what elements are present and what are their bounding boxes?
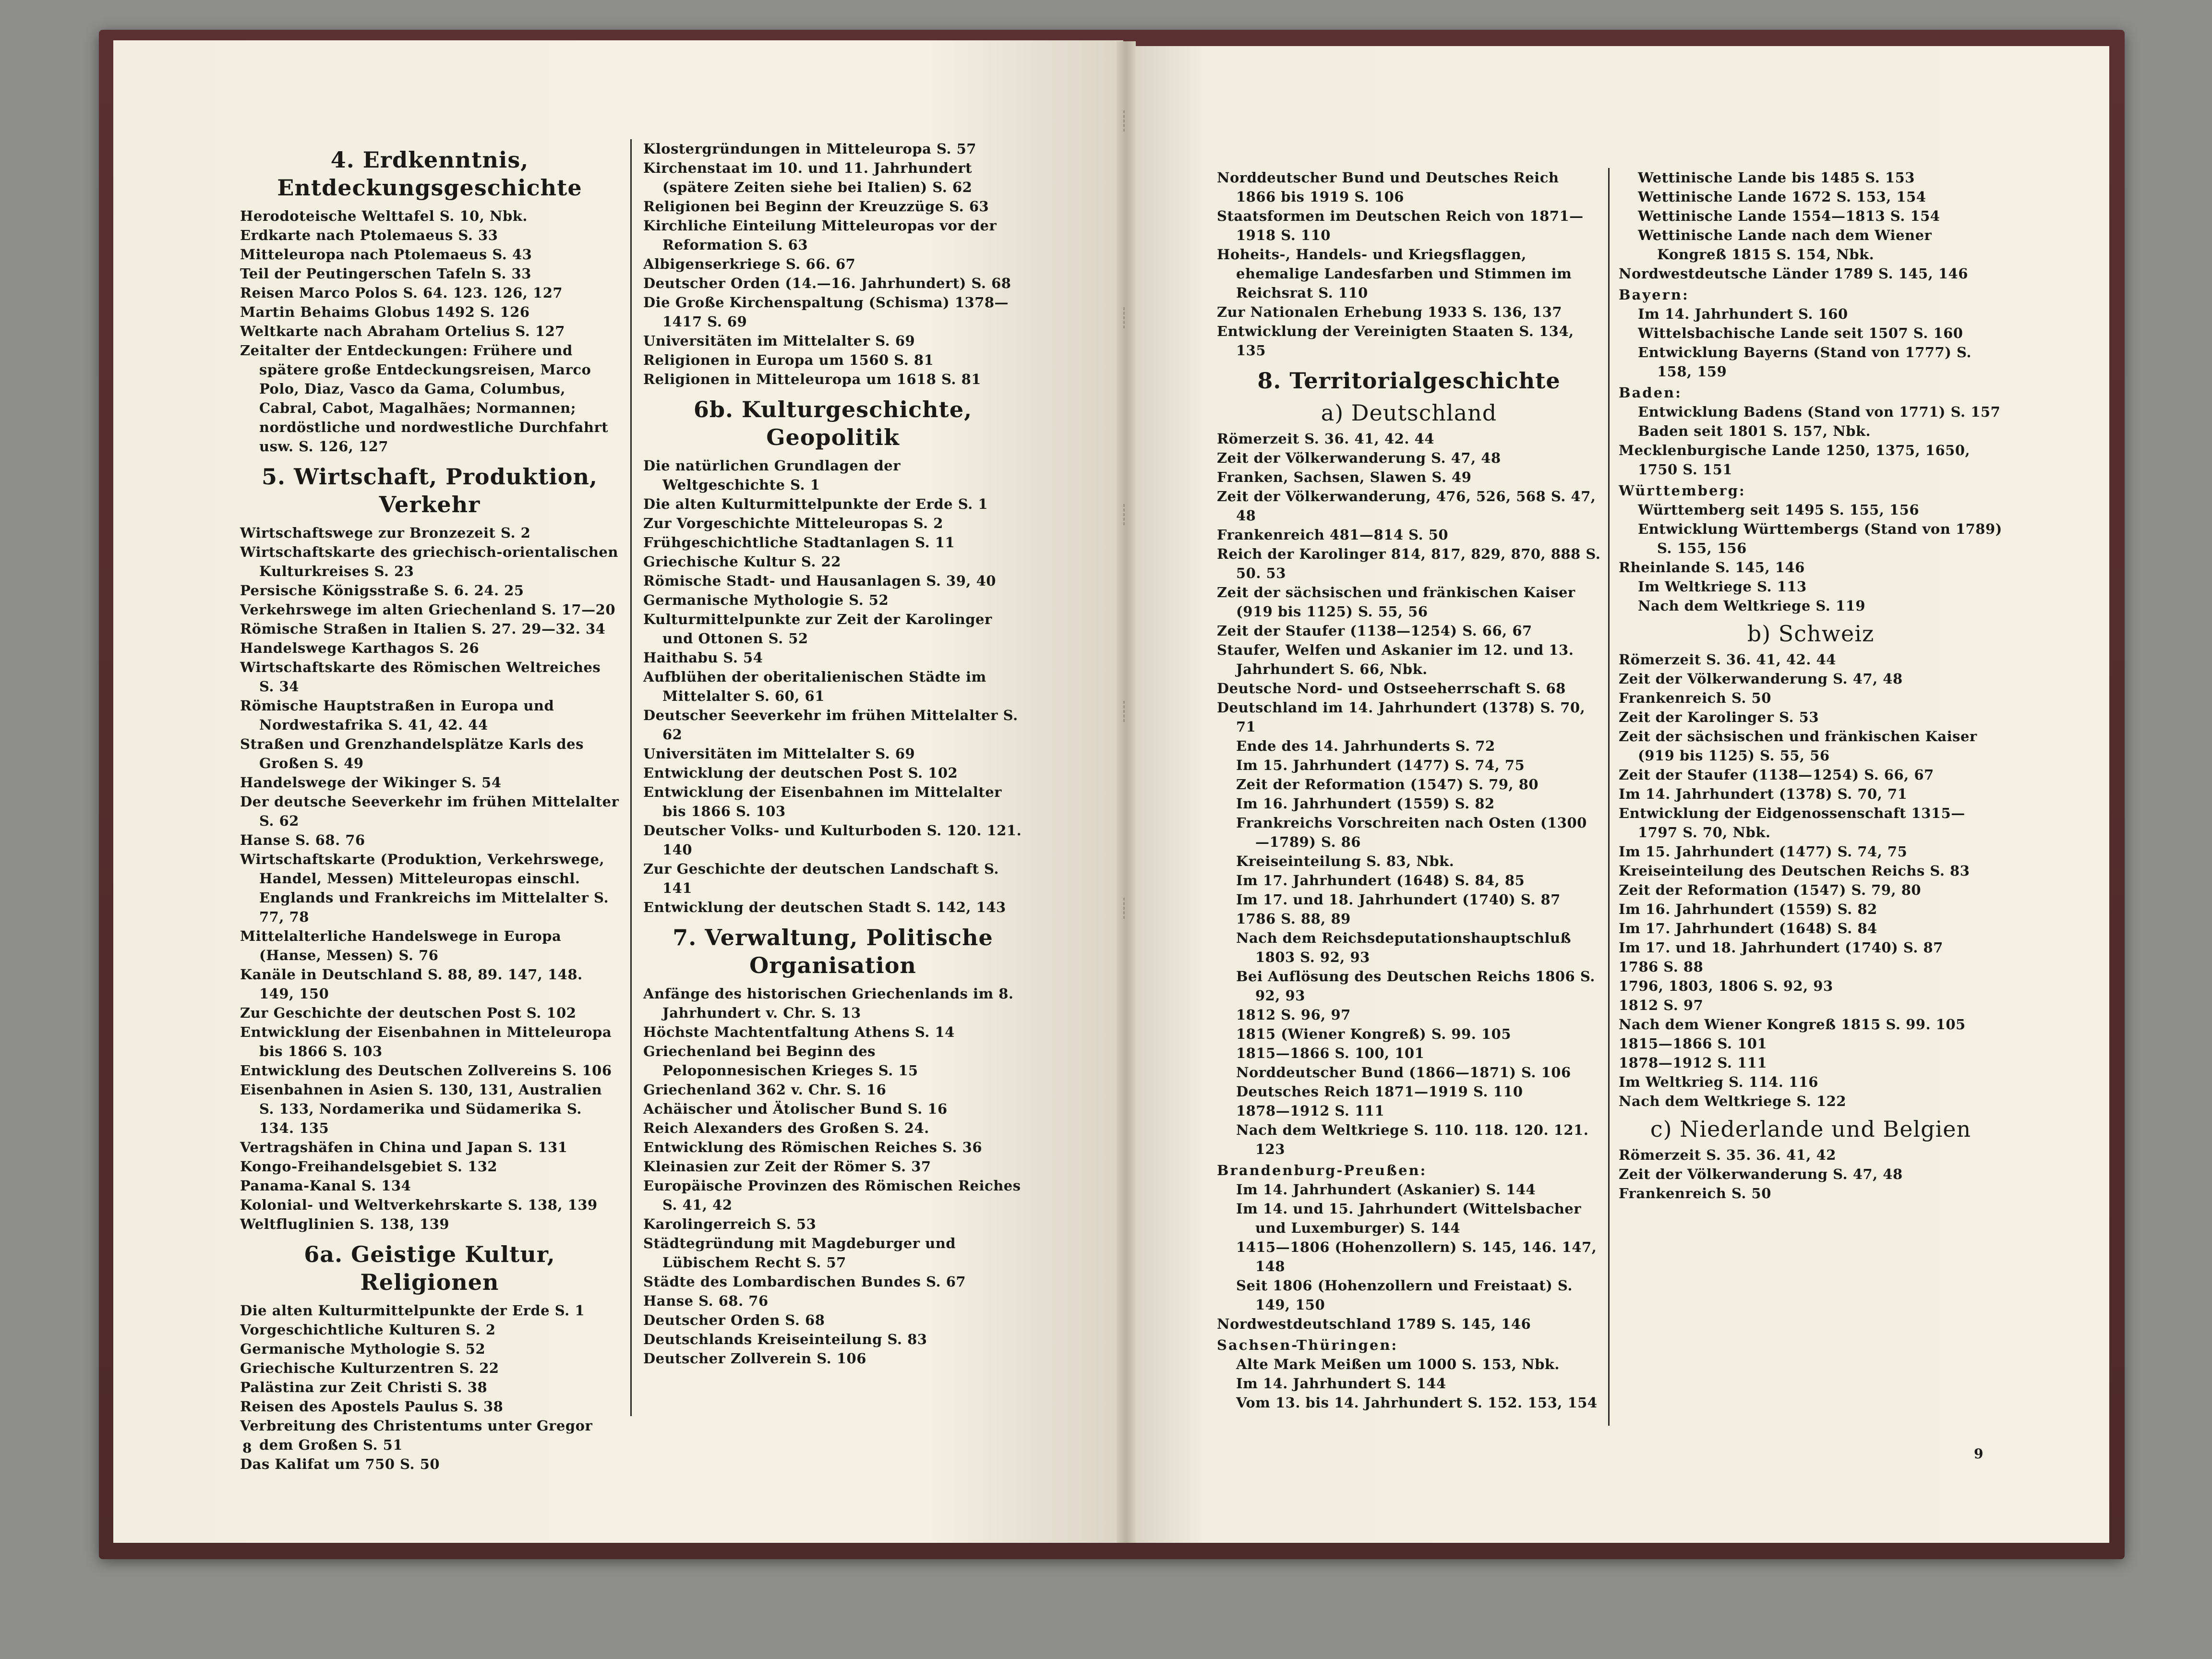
entry: Zur Geschichte der deutschen Post S. 102	[240, 1005, 577, 1021]
entry: Wirtschaftskarte des griechisch-orientalischen Kulturkreises S. 23	[240, 544, 618, 579]
entry: Germanische Mythologie S. 52	[643, 592, 889, 608]
entry: Im 17. Jahrhundert (1648) S. 84	[1619, 920, 1877, 937]
entry: Höchste Machtentfaltung Athens S. 14	[643, 1024, 955, 1040]
entry: Entwicklung der deutschen Stadt S. 142, 143	[643, 899, 1006, 915]
entry-list	[240, 1301, 619, 1474]
entry: 1812 S. 97	[1619, 997, 1704, 1013]
entry: Römische Stadt- und Hausanlagen S. 39, 40	[643, 573, 996, 589]
entry: Im 15. Jahrhundert (1477) S. 74, 75	[1619, 843, 1908, 860]
sub-entry: Im 17. Jahrhundert (1648) S. 84, 85	[1236, 872, 1525, 889]
entry: Wirtschaftskarte des Römischen Weltreiches S. 34	[240, 659, 601, 695]
entry: Zeit der Völkerwanderung S. 47, 48	[1619, 1166, 1903, 1182]
entry: Entwicklung des Römischen Reiches S. 36	[643, 1139, 983, 1155]
entry: Staatsformen im Deutschen Reich von 1871—1918 S. 110	[1217, 208, 1584, 243]
entry: Europäische Provinzen des Römischen Reiches S. 41, 42	[643, 1178, 1021, 1213]
binding-stitch	[1123, 110, 1130, 132]
sub-entry-list	[1217, 1355, 1601, 1412]
entry: Kreiseinteilung des Deutschen Reichs S. 83	[1619, 863, 1970, 879]
entry: Verkehrswege im alten Griechenland S. 17—20	[240, 601, 616, 618]
entry: Deutschlands Kreiseinteilung S. 83	[643, 1331, 927, 1347]
entry: Universitäten im Mittelalter S. 69	[643, 745, 915, 762]
entry: Aufblühen der oberitalienischen Städte im Mittelalter S. 60, 61	[643, 669, 986, 704]
entry: Zeit der Staufer (1138—1254) S. 66, 67	[1619, 767, 1934, 783]
entry: Wirtschaftskarte (Produktion, Verkehrswege, Handel, Messen) Mitteleuropas einschl. Englands und Frankreichs im Mittelalter S. 77, 78	[240, 851, 609, 925]
entry: Staufer, Welfen und Askanier im 12. und 13. Jahrhundert S. 66, Nbk.	[1217, 642, 1574, 677]
entry: Haithabu S. 54	[643, 649, 763, 666]
entry: Kanäle in Deutschland S. 88, 89. 147, 148. 149, 150	[240, 966, 583, 1002]
entry: Entwicklung der Vereinigten Staaten S. 134, 135	[1217, 323, 1574, 359]
entry: Vorgeschichtliche Kulturen S. 2	[240, 1322, 496, 1338]
entry: Griechische Kulturzentren S. 22	[240, 1360, 499, 1376]
entry: Im Weltkrieg S. 114. 116	[1619, 1074, 1818, 1090]
left-column-2	[643, 139, 1022, 1368]
entry-list	[1619, 1145, 2003, 1203]
entry: Entwicklung der deutschen Post S. 102	[643, 765, 958, 781]
entry: Römerzeit S. 35. 36. 41, 42	[1619, 1147, 1836, 1163]
entry: Zeit der Völkerwanderung S. 47, 48	[1217, 450, 1501, 466]
entry: Verbreitung des Christentums unter Gregor dem Großen S. 51	[240, 1418, 593, 1453]
entry: Deutsche Nord- und Ostseeherrschaft S. 68	[1217, 680, 1566, 697]
entry: 1796, 1803, 1806 S. 92, 93	[1619, 978, 1833, 994]
sub-entry: Zeit der Reformation (1547) S. 79, 80	[1236, 776, 1539, 793]
entry: Die alten Kulturmittelpunkte der Erde S. 1	[240, 1302, 585, 1319]
entry: Im 17. und 18. Jahrhundert (1740) S. 87	[1619, 939, 1943, 956]
sub-entry: Bei Auflösung des Deutschen Reichs 1806 S. 92, 93	[1236, 968, 1595, 1004]
entry: Mecklenburgische Lande 1250, 1375, 1650, 1750 S. 151	[1619, 442, 1971, 478]
sub-entry: Im 14. Jahrhundert S. 144	[1236, 1375, 1446, 1392]
entry: Zeit der sächsischen und fränkischen Kaiser (919 bis 1125) S. 55, 56	[1619, 728, 1977, 764]
sub-entry-list	[1217, 736, 1601, 1159]
sub-entry: Nach dem Reichsdeputationshauptschluß 1803 S. 92, 93	[1236, 930, 1572, 965]
entry: Erdkarte nach Ptolemaeus S. 33	[240, 227, 498, 243]
entry: Herodoteische Welttafel S. 10, Nbk.	[240, 208, 528, 224]
entry: Norddeutscher Bund und Deutsches Reich 1866 bis 1919 S. 106	[1217, 169, 1559, 205]
sub-entry: Im 14. Jahrhundert S. 160	[1638, 306, 1848, 322]
entry: Griechische Kultur S. 22	[643, 553, 841, 570]
sub-entry: 1786 S. 88, 89	[1236, 911, 1351, 927]
sub-entry: Im 14. und 15. Jahrhundert (Wittelsbacher und Luxemburger) S. 144	[1236, 1201, 1582, 1236]
sub-entry: Entwicklung Badens (Stand von 1771) S. 157	[1638, 404, 2001, 420]
entry: Deutscher Volks- und Kulturboden S. 120. 121. 140	[643, 822, 1022, 858]
entry: Mitteleuropa nach Ptolemaeus S. 43	[240, 246, 532, 263]
sub-entry-list	[1619, 577, 2003, 615]
entry: Die Große Kirchenspaltung (Schisma) 1378—1417 S. 69	[643, 294, 1009, 330]
entry: Kirchenstaat im 10. und 11. Jahrhundert (spätere Zeiten siehe bei Italien) S. 62	[643, 160, 973, 195]
entry: Römische Hauptstraßen in Europa und Nordwestafrika S. 41, 42. 44	[240, 697, 554, 733]
page-number-left: 8	[242, 1440, 252, 1456]
sub-entry: Wettinische Lande 1672 S. 153, 154	[1638, 189, 1926, 205]
entry: Albigenserkriege S. 66. 67	[643, 256, 856, 272]
entry: Hoheits-, Handels- und Kriegsflaggen, ehemalige Landesfarben und Stimmen im Reichsrat S. 110	[1217, 246, 1572, 301]
entry: Nach dem Weltkriege S. 122	[1619, 1093, 1847, 1109]
entry: Nach dem Wiener Kongreß 1815 S. 99. 105	[1619, 1016, 1966, 1033]
entry-list	[643, 984, 1022, 1368]
entry: Nordwestdeutschland 1789 S. 145, 146	[1217, 1316, 1531, 1332]
entry: Römische Straßen in Italien S. 27. 29—32. 34	[240, 621, 606, 637]
sub-entry: Nach dem Weltkriege S. 119	[1638, 598, 1866, 614]
sub-entry-list	[1619, 402, 2003, 441]
entry: Universitäten im Mittelalter S. 69	[643, 333, 915, 349]
sub-entry: 1878—1912 S. 111	[1236, 1103, 1385, 1119]
sub-entry: Frankreichs Vorschreiten nach Osten (1300—1789) S. 86	[1236, 815, 1587, 850]
section-heading: 5. Wirtschaft, Produktion, Verkehr	[262, 464, 598, 517]
entry: Mittelalterliche Handelswege in Europa (Hanse, Messen) S. 76	[240, 928, 562, 963]
section-heading: 7. Verwaltung, Politische Organisation	[673, 925, 993, 978]
entry: Im 14. Jahrhundert (1378) S. 70, 71	[1619, 786, 1908, 802]
entry: Zeit der Völkerwanderung, 476, 526, 568 S. 47, 48	[1217, 488, 1596, 524]
entry: Religionen in Mitteleuropa um 1618 S. 81	[643, 371, 981, 387]
right-column-1	[1217, 168, 1601, 1412]
sub-entry: Wettinische Lande 1554—1813 S. 154	[1638, 208, 1940, 224]
entry: Zeit der Völkerwanderung S. 47, 48	[1619, 671, 1903, 687]
entry: Zeit der sächsischen und fränkischen Kaiser (919 bis 1125) S. 55, 56	[1217, 584, 1575, 620]
sub-entry: Im 16. Jahrhundert (1559) S. 82	[1236, 795, 1495, 812]
sub-entry: Wettinische Lande nach dem Wiener Kongreß 1815 S. 154, Nbk.	[1638, 227, 1932, 263]
sub-entry: Im 14. Jahrhundert (Askanier) S. 144	[1236, 1181, 1536, 1198]
column-divider	[1608, 168, 1610, 1426]
entry: Deutscher Zollverein S. 106	[643, 1350, 866, 1367]
entry: Frankenreich S. 50	[1619, 1185, 1771, 1202]
sub-entry: 1815—1866 S. 100, 101	[1236, 1045, 1425, 1061]
entry-list	[1217, 168, 1601, 360]
sub-entry: Deutsches Reich 1871—1919 S. 110	[1236, 1083, 1523, 1100]
entry: Palästina zur Zeit Christi S. 38	[240, 1379, 488, 1395]
entry: Entwicklung der Eisenbahnen im Mittelalter bis 1866 S. 103	[643, 784, 1002, 819]
sub-entry: Entwicklung Württembergs (Stand von 1789) S. 155, 156	[1638, 521, 2002, 556]
entry: Griechenland 362 v. Chr. S. 16	[643, 1082, 887, 1098]
right-column-2	[1619, 168, 2003, 1203]
sub-entry-list	[1619, 304, 2003, 381]
entry: Zur Nationalen Erhebung 1933 S. 136, 137	[1217, 304, 1563, 320]
entry: Deutscher Orden (14.—16. Jahrhundert) S. 68	[643, 275, 1011, 291]
entry: Entwicklung des Deutschen Zollvereins S. 106	[240, 1062, 612, 1079]
entry: Griechenland bei Beginn des Peloponnesischen Krieges S. 15	[643, 1043, 918, 1079]
sub-entry: Württemberg seit 1495 S. 155, 156	[1638, 502, 1920, 518]
entry: Entwicklung der Eisenbahnen in Mitteleuropa bis 1866 S. 103	[240, 1024, 612, 1059]
entry: Zur Vorgeschichte Mitteleuropas S. 2	[643, 515, 943, 531]
entry: Handelswege der Wikinger S. 54	[240, 774, 502, 791]
entry: Vertragshäfen in China und Japan S. 131	[240, 1139, 568, 1155]
sub-entry: Wettinische Lande bis 1485 S. 153	[1638, 169, 1915, 186]
entry: Kulturmittelpunkte zur Zeit der Karolinger und Ottonen S. 52	[643, 611, 992, 647]
subsection-heading: b) Schweiz	[1747, 621, 1875, 647]
sub-entry: 1415—1806 (Hohenzollern) S. 145, 146. 147, 148	[1236, 1239, 1597, 1274]
group-label: Württemberg:	[1619, 482, 1746, 499]
entry: Städtegründung mit Magdeburger und Lübischem Recht S. 57	[643, 1235, 956, 1271]
entry-list	[1217, 429, 1601, 736]
entry: 1878—1912 S. 111	[1619, 1055, 1767, 1071]
sub-entry: Wittelsbachische Lande seit 1507 S. 160	[1638, 325, 1963, 341]
entry: Kolonial- und Weltverkehrskarte S. 138, 139	[240, 1197, 598, 1213]
entry: Zeitalter der Entdeckungen: Frühere und spätere große Entdeckungsreisen, Marco Polo, Diaz, Vasco da Gama, Columbus, Cabral, Cabot, Magalhães; Normannen; nordöstliche und nordwestliche Durchfahrt usw. S. 126, 127	[240, 342, 609, 455]
sub-entry-list	[1619, 500, 2003, 558]
entry: Zeit der Karolinger S. 53	[1619, 709, 1819, 725]
entry-list	[643, 139, 1022, 389]
entry: Persische Königsstraße S. 6. 24. 25	[240, 582, 524, 599]
entry: Kirchliche Einteilung Mitteleuropas vor der Reformation S. 63	[643, 217, 997, 253]
entry: Frühgeschichtliche Stadtanlagen S. 11	[643, 534, 955, 551]
entry: Reich Alexanders des Großen S. 24.	[643, 1120, 929, 1136]
binding-stitch	[1123, 307, 1130, 328]
entry: Das Kalifat um 750 S. 50	[240, 1456, 440, 1472]
entry: Martin Behaims Globus 1492 S. 126	[240, 304, 530, 320]
entry: Deutscher Seeverkehr im frühen Mittelalter S. 62	[643, 707, 1018, 743]
sub-entry: 1812 S. 96, 97	[1236, 1007, 1351, 1023]
subsection-heading: a) Deutschland	[1321, 400, 1497, 426]
column-divider	[630, 139, 632, 1416]
section-heading: 8. Territorialgeschichte	[1257, 368, 1561, 394]
section-heading: 6b. Kulturgeschichte, Geopolitik	[693, 397, 973, 450]
entry: Entwicklung der Eidgenossenschaft 1315—1797 S. 70, Nbk.	[1619, 805, 1965, 841]
entry: Römerzeit S. 36. 41, 42. 44	[1619, 651, 1836, 668]
entry: Deutscher Orden S. 68	[643, 1312, 825, 1328]
sub-entry: Alte Mark Meißen um 1000 S. 153, Nbk.	[1236, 1356, 1560, 1372]
entry: Weltfluglinien S. 138, 139	[240, 1216, 450, 1232]
sub-entry-list	[1217, 1180, 1601, 1314]
subsection-heading: c) Niederlande und Belgien	[1650, 1116, 1972, 1142]
entry: Reisen Marco Polos S. 64. 123. 126, 127	[240, 285, 563, 301]
entry: Straßen und Grenzhandelsplätze Karls des Großen S. 49	[240, 736, 584, 771]
entry: Reisen des Apostels Paulus S. 38	[240, 1398, 504, 1415]
group-label: Baden:	[1619, 385, 1682, 401]
binding-stitch	[1123, 701, 1130, 722]
entry: Hanse S. 68. 76	[240, 832, 365, 848]
page-number-right: 9	[1974, 1446, 1984, 1462]
sub-entry-list	[1619, 168, 2003, 264]
entry: Die alten Kulturmittelpunkte der Erde S. 1	[643, 496, 988, 512]
entry: Im 16. Jahrhundert (1559) S. 82	[1619, 901, 1877, 917]
entry: Die natürlichen Grundlagen der Weltgeschichte S. 1	[643, 457, 901, 493]
entry: 1786 S. 88	[1619, 959, 1704, 975]
entry-list	[240, 206, 619, 456]
section-heading: 4. Erdkenntnis, Entdeckungsgeschichte	[277, 147, 582, 201]
sub-entry: 1815 (Wiener Kongreß) S. 99. 105	[1236, 1026, 1512, 1042]
entry: Nordwestdeutsche Länder 1789 S. 145, 146	[1619, 265, 1968, 282]
entry-list	[240, 523, 619, 1234]
entry: Deutschland im 14. Jahrhundert (1378) S. 70, 71	[1217, 699, 1586, 735]
group-label: Sachsen-Thüringen:	[1217, 1337, 1398, 1353]
sub-entry: Norddeutscher Bund (1866—1871) S. 106	[1236, 1064, 1571, 1081]
entry: Zeit der Staufer (1138—1254) S. 66, 67	[1217, 623, 1532, 639]
entry: Zeit der Reformation (1547) S. 79, 80	[1619, 882, 1922, 898]
entry: 1815—1866 S. 101	[1619, 1035, 1767, 1052]
entry: Klostergründungen in Mitteleuropa S. 57	[643, 141, 976, 157]
sub-entry: Vom 13. bis 14. Jahrhundert S. 152. 153, 154	[1236, 1395, 1598, 1411]
entry: Kongo-Freihandelsgebiet S. 132	[240, 1158, 498, 1175]
sub-entry: Im 15. Jahrhundert (1477) S. 74, 75	[1236, 757, 1525, 773]
entry: Teil der Peutingerschen Tafeln S. 33	[240, 265, 531, 282]
entry: Handelswege Karthagos S. 26	[240, 640, 480, 656]
binding-stitch	[1123, 898, 1130, 919]
entry: Reich der Karolinger 814, 817, 829, 870, 888 S. 50. 53	[1217, 546, 1601, 581]
sub-entry: Entwicklung Bayerns (Stand von 1777) S. 158, 159	[1638, 344, 1972, 380]
entry: Frankenreich S. 50	[1619, 690, 1771, 706]
binding-stitch	[1123, 504, 1130, 525]
entry-list	[1619, 650, 2003, 1111]
entry: Franken, Sachsen, Slawen S. 49	[1217, 469, 1472, 485]
entry: Zur Geschichte der deutschen Landschaft S. 141	[643, 861, 999, 896]
entry: Hanse S. 68. 76	[643, 1293, 769, 1309]
entry: Weltkarte nach Abraham Ortelius S. 127	[240, 323, 565, 339]
entry: Rheinlande S. 145, 146	[1619, 559, 1805, 576]
entry: Städte des Lombardischen Bundes S. 67	[643, 1274, 966, 1290]
entry: Anfänge des historischen Griechenlands im 8. Jahrhundert v. Chr. S. 13	[643, 986, 1014, 1021]
entry: Religionen in Europa um 1560 S. 81	[643, 352, 934, 368]
group-label: Bayern:	[1619, 287, 1689, 303]
left-column-1	[240, 139, 619, 1474]
group-label: Brandenburg-Preußen:	[1217, 1162, 1427, 1178]
book-gutter	[1117, 41, 1136, 1543]
entry: Germanische Mythologie S. 52	[240, 1341, 486, 1357]
section-heading: 6a. Geistige Kultur, Religionen	[304, 1241, 555, 1295]
sub-entry: Im 17. und 18. Jahrhundert (1740) S. 87	[1236, 891, 1561, 908]
sub-entry: Kreiseinteilung S. 83, Nbk.	[1236, 853, 1455, 869]
sub-entry: Im Weltkriege S. 113	[1638, 578, 1807, 595]
entry: Karolingerreich S. 53	[643, 1216, 817, 1232]
sub-entry: Seit 1806 (Hohenzollern und Freistaat) S. 149, 150	[1236, 1277, 1573, 1313]
entry: Religionen bei Beginn der Kreuzzüge S. 63	[643, 198, 989, 215]
entry: Panama-Kanal S. 134	[240, 1178, 411, 1194]
entry: Römerzeit S. 36. 41, 42. 44	[1217, 431, 1434, 447]
entry: Eisenbahnen in Asien S. 130, 131, Australien S. 133, Nordamerika und Südamerika S. 134. 135	[240, 1082, 602, 1136]
entry: Frankenreich 481—814 S. 50	[1217, 527, 1449, 543]
entry: Achäischer und Ätolischer Bund S. 16	[643, 1101, 948, 1117]
entry: Kleinasien zur Zeit der Römer S. 37	[643, 1158, 931, 1175]
sub-entry: Baden seit 1801 S. 157, Nbk.	[1638, 423, 1871, 439]
sub-entry: Nach dem Weltkriege S. 110. 118. 120. 121. 123	[1236, 1122, 1589, 1157]
entry-list	[643, 456, 1022, 917]
sub-entry: Ende des 14. Jahrhunderts S. 72	[1236, 738, 1495, 754]
entry: Der deutsche Seeverkehr im frühen Mittelalter S. 62	[240, 793, 619, 829]
entry: Wirtschaftswege zur Bronzezeit S. 2	[240, 525, 531, 541]
